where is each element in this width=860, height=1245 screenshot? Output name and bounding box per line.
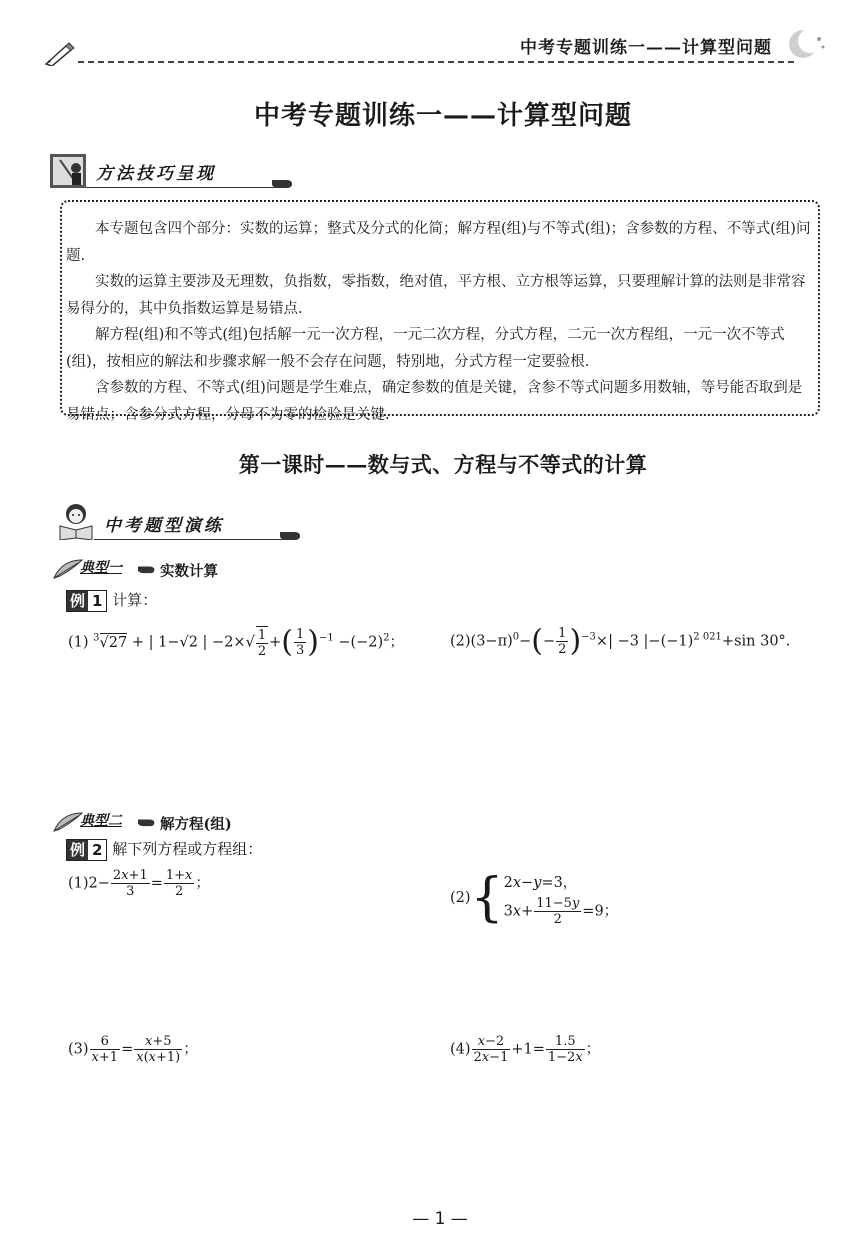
problem-1-2: $(2)(3-\pi)^0-(-$ $\frac{1}{2}$ )$^{-3}$×| −3 $|-(-1)^{2 021}+\sin$ 30°. <box>450 623 791 659</box>
pointing-hand-icon <box>138 816 156 828</box>
pointing-hand-icon <box>272 176 294 190</box>
method-paragraph: 实数的运算主要涉及无理数，负指数，零指数，绝对值，平方根、立方根等运算，只要理解计算的法则是非常容易得分的，其中负指数运算是易错点. <box>66 274 806 317</box>
example2 <box>66 838 262 861</box>
page-number: — 1 — <box>412 1209 468 1229</box>
type1-label: 典型一 <box>80 560 122 576</box>
running-header: 中考专题训练一——计算型问题 <box>520 38 772 58</box>
pen-icon <box>44 42 78 66</box>
method-paragraph: 本专题包含四个部分：实数的运算；整式及分式的化简；解方程(组)与不等式(组)；含参数的方程、不等式(组)问题. <box>66 221 811 264</box>
pointing-hand-icon <box>138 563 156 575</box>
practice-banner <box>58 506 318 540</box>
method-tips-box <box>60 200 820 423</box>
method-paragraph: 含参数的方程、不等式(组)问题是学生难点，确定参数的值是关键，含参不等式问题多用数轴，等号能否取到是易错点；含参分式方程，分母不为零的检验是关键. <box>66 380 803 423</box>
problem-2-2: (2){ 2x−y=3， 3x+ $\frac{11-5y}{2}$ =9； <box>450 868 619 928</box>
practice-banner-label: 中考题型演练 <box>104 516 224 536</box>
method-banner <box>50 154 310 188</box>
type1-heading <box>52 558 352 584</box>
example-badge: 例 1 <box>66 590 107 612</box>
example1-prompt: 计算： <box>112 591 158 609</box>
type2-heading <box>52 811 352 837</box>
problem-2-1: (1)2− $\frac{2x+1}{3}$ = $\frac{1+x}{2}$ ； <box>68 868 210 899</box>
example2-prompt: 解下列方程或方程组： <box>112 840 263 858</box>
teacher-board-icon <box>50 154 86 188</box>
problem-2-3: (3) $\frac{6}{x+1}$ = $\frac{x+5}{x(x+1)}$ ； <box>68 1034 198 1065</box>
method-banner-label: 方法技巧呈现 <box>96 164 216 184</box>
header-rule <box>78 61 794 63</box>
type2-label: 典型二 <box>80 813 122 829</box>
moon-icon <box>783 27 829 61</box>
pointing-hand-icon <box>280 528 302 542</box>
problem-2-4: (4) $\frac{x-2}{2x-1}$ +1= $\frac{1.5}{1-2x}$ ； <box>450 1034 601 1065</box>
main-title: 中考专题训练一——计算型问题 <box>253 101 632 131</box>
lesson-title: 第一课时——数与式、方程与不等式的计算 <box>238 452 648 477</box>
student-reading-icon <box>58 502 94 540</box>
problem-1-1: (1) $^3$√27 + | 1−√2 | −2×√ $\frac{1}{2}$ +( $\frac{1}{3}$ )$^{-1} -(-2)^2$； <box>68 624 405 660</box>
method-paragraph: 解方程(组)和不等式(组)包括解一元一次方程，一元二次方程，分式方程，二元一次方程组，一元一次不等式(组)，按相应的解法和步骤求解一般不会存在问题，特别地，分式方程一定要验根. <box>66 327 785 370</box>
type2-title: 解方程(组) <box>160 816 232 833</box>
example1 <box>66 589 157 612</box>
example-badge: 例 2 <box>66 839 107 861</box>
type1-title: 实数计算 <box>160 563 218 580</box>
